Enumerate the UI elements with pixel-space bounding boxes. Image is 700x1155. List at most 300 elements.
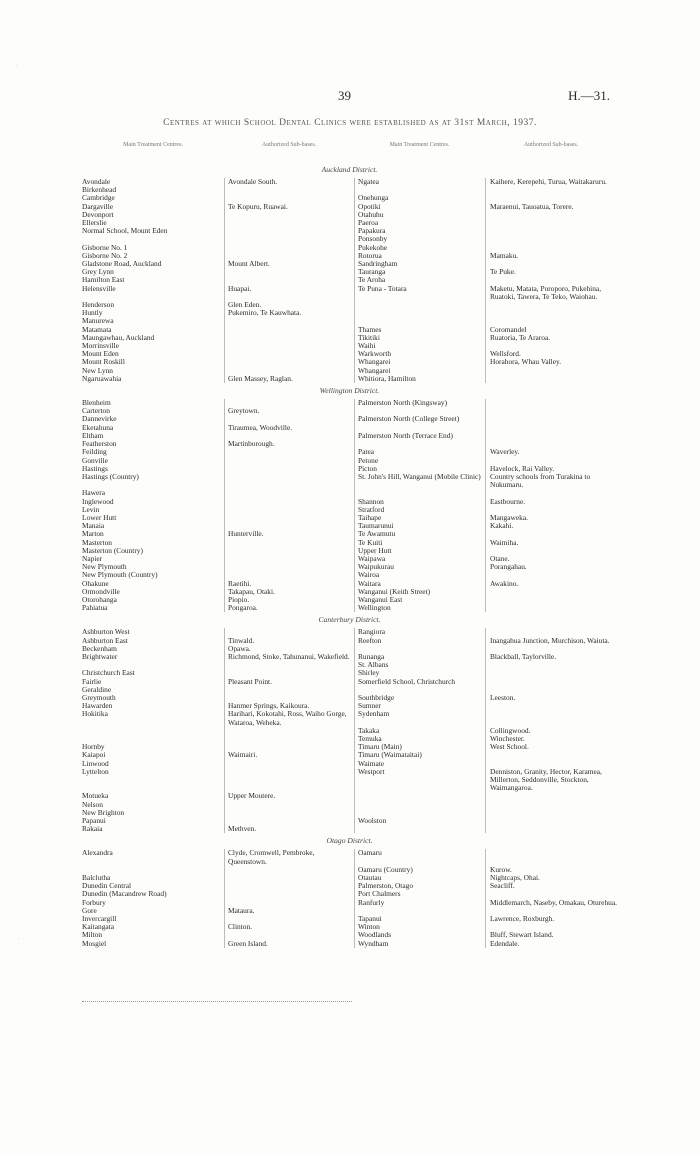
table-row	[82, 309, 617, 317]
sub-base-cell	[224, 555, 354, 563]
main-centre-cell: Ngaruawahia	[82, 374, 122, 383]
main-centre-cell	[354, 809, 485, 817]
main-centre-cell: Inglewood	[82, 497, 114, 506]
main-centre-cell: Wellington	[354, 604, 485, 612]
table-row	[82, 801, 617, 809]
table-row	[82, 555, 617, 563]
table-row	[82, 710, 617, 726]
sub-base-cell	[485, 530, 617, 538]
sub-base-cell	[485, 244, 617, 252]
main-centre-cell: Kaitangata	[82, 923, 115, 932]
sub-base-cell: Wellsford.	[485, 350, 617, 358]
main-centre-cell: Thames	[354, 326, 485, 334]
sub-base-cell: Tiraumea, Woodville.	[224, 424, 354, 432]
sub-base-cell	[485, 678, 617, 686]
main-centre-cell: Gore	[82, 906, 97, 915]
sub-base-cell: Country schools from Turakina to Nukumaru.	[485, 473, 617, 489]
main-centre-cell: Tikitiki	[354, 334, 485, 342]
main-centre-cell: St. Albans	[354, 661, 485, 669]
main-centre-cell: Sandringham	[354, 260, 485, 268]
main-centre-cell: Te Kuiti	[354, 539, 485, 547]
table-row	[82, 604, 617, 612]
sub-base-cell	[224, 768, 354, 793]
main-centre-cell	[354, 309, 485, 317]
main-centre-cell: Linwood	[82, 759, 109, 768]
sub-base-cell	[224, 694, 354, 702]
sub-base-cell	[485, 432, 617, 440]
sub-base-cell	[224, 809, 354, 817]
main-centre-cell: Gisborne No. 1	[82, 243, 128, 252]
sub-base-cell	[224, 415, 354, 423]
sub-base-cell	[224, 866, 354, 874]
main-centre-cell: Whitiora, Hamilton	[354, 375, 485, 383]
table-row	[82, 530, 617, 538]
table-row	[82, 792, 617, 800]
sub-base-cell	[224, 882, 354, 890]
main-centre-cell: Shannon	[354, 498, 485, 506]
sub-base-cell	[224, 326, 354, 334]
sub-base-cell	[224, 899, 354, 907]
main-centre-cell: Alexandra	[82, 849, 113, 858]
table-row	[82, 751, 617, 759]
table-row	[82, 399, 617, 407]
sub-base-cell	[485, 792, 617, 800]
main-centre-cell: Te Puna - Totara	[354, 285, 485, 301]
table-row	[82, 768, 617, 793]
table-row	[82, 874, 617, 882]
sub-base-cell	[224, 743, 354, 751]
main-centre-cell: Hokitika	[82, 710, 108, 719]
main-centre-cell: Blenheim	[82, 399, 111, 408]
table-row	[82, 498, 617, 506]
main-centre-cell: Fairlie	[82, 677, 102, 686]
sub-base-cell: Maketu, Matata, Poroporo, Pukehina, Ruatoki, Tawera, Te Teko, Waiohau.	[485, 285, 617, 301]
sub-base-cell	[224, 514, 354, 522]
table-row	[82, 825, 617, 833]
main-centre-cell	[354, 407, 485, 415]
sub-base-cell	[485, 407, 617, 415]
table-row	[82, 407, 617, 415]
clinic-table	[82, 162, 617, 948]
sub-base-cell	[485, 702, 617, 710]
sub-base-cell: Raetihi.	[224, 580, 354, 588]
main-centre-cell: Normal School, Mount Eden	[82, 227, 168, 236]
sub-base-cell	[485, 260, 617, 268]
sub-base-cell	[485, 825, 617, 833]
sub-base-cell	[224, 735, 354, 743]
sub-base-cell: Waverley.	[485, 448, 617, 456]
main-centre-cell: Devonport	[82, 210, 114, 219]
page-number: 39	[338, 88, 351, 103]
main-centre-cell: Grey Lynn	[82, 268, 114, 277]
main-centre-cell: Ngatea	[354, 178, 485, 186]
sub-base-cell: Pukemiro, Te Kauwhata.	[224, 309, 354, 317]
sub-base-cell: Leeston.	[485, 694, 617, 702]
sub-base-cell	[224, 334, 354, 342]
sub-base-cell: Waimairi.	[224, 751, 354, 759]
sub-base-cell: Huapai.	[224, 285, 354, 301]
main-centre-cell: Rangiora	[354, 628, 485, 636]
table-row	[82, 653, 617, 661]
main-centre-cell: Taihape	[354, 514, 485, 522]
end-rule	[82, 1001, 352, 1002]
margin-mark: .	[18, 935, 20, 941]
main-centre-cell: Masterton	[82, 538, 112, 547]
sub-base-cell: Hanmer Springs, Kaikoura.	[224, 702, 354, 710]
table-row	[82, 227, 617, 235]
page-reference: H.—31.	[568, 88, 610, 103]
table-row	[82, 727, 617, 735]
main-centre-cell: Winton	[354, 923, 485, 931]
main-centre-cell	[354, 686, 485, 694]
document-title: Centres at which School Dental Clinics were established as at 31st March, 1937.	[163, 118, 537, 128]
table-row	[82, 489, 617, 497]
table-row	[82, 669, 617, 677]
main-centre-cell: Woodlands	[354, 931, 485, 939]
main-centre-cell: Christchurch East	[82, 669, 135, 678]
main-centre-cell: Somerfield School, Christchurch	[354, 678, 485, 686]
main-centre-cell: Otautau	[354, 874, 485, 882]
table-row	[82, 317, 617, 325]
main-centre-cell	[354, 825, 485, 833]
sub-base-cell	[224, 727, 354, 735]
sub-base-cell	[485, 367, 617, 375]
main-centre-cell: Manurewa	[82, 317, 114, 326]
sub-base-cell	[485, 342, 617, 350]
sub-base-cell	[485, 375, 617, 383]
main-centre-cell: Picton	[354, 465, 485, 473]
sub-base-cell: Glen Eden.	[224, 301, 354, 309]
table-row	[82, 186, 617, 194]
sub-base-cell	[224, 874, 354, 882]
sub-base-cell	[224, 244, 354, 252]
sub-base-cell	[224, 235, 354, 243]
table-row	[82, 342, 617, 350]
sub-base-cell: Tinwald.	[224, 637, 354, 645]
sub-base-cell	[485, 686, 617, 694]
sub-base-cell	[485, 211, 617, 219]
main-centre-cell: Ashburton East	[82, 636, 128, 645]
main-centre-cell: Hamilton East	[82, 276, 125, 285]
main-centre-cell: Palmerston, Otago	[354, 882, 485, 890]
sub-base-cell	[485, 571, 617, 579]
table-row	[82, 735, 617, 743]
main-centre-cell: Motueka	[82, 792, 109, 801]
sub-base-cell: Richmond, Stoke, Tahunanui, Wakefield.	[224, 653, 354, 661]
main-centre-cell	[82, 235, 224, 243]
table-row	[82, 866, 617, 874]
main-centre-cell: Onehunga	[354, 194, 485, 202]
sub-base-cell: Waimiha.	[485, 539, 617, 547]
sub-base-cell	[485, 596, 617, 604]
sub-base-cell	[224, 669, 354, 677]
margin-mark: .	[16, 62, 18, 68]
main-centre-cell: Waitara	[354, 580, 485, 588]
table-row	[82, 571, 617, 579]
sub-base-cell	[224, 358, 354, 366]
main-centre-cell: Mount Eden	[82, 350, 119, 359]
table-row	[82, 686, 617, 694]
sub-base-cell: Eastbourne.	[485, 498, 617, 506]
table-row	[82, 465, 617, 473]
sub-base-cell	[224, 350, 354, 358]
main-centre-cell: Timaru (Waimataitai)	[354, 751, 485, 759]
sub-base-cell: Nightcaps, Ohai.	[485, 874, 617, 882]
table-row	[82, 506, 617, 514]
main-centre-cell: Palmerston North (Kingsway)	[354, 399, 485, 407]
column-header-main-2: Main Treatment Centres.	[389, 142, 450, 148]
table-row	[82, 596, 617, 604]
table-row	[82, 547, 617, 555]
section-heading: Auckland District.	[321, 165, 378, 174]
main-centre-cell: Cambridge	[82, 194, 115, 203]
sub-base-cell	[485, 849, 617, 865]
table-row	[82, 809, 617, 817]
sub-base-cell	[224, 448, 354, 456]
main-centre-cell: Westport	[354, 768, 485, 793]
main-centre-cell: Wanganui East	[354, 596, 485, 604]
main-centre-cell: Papakura	[354, 227, 485, 235]
main-centre-cell: Port Chalmers	[354, 890, 485, 898]
main-centre-cell	[354, 645, 485, 653]
table-row	[82, 415, 617, 423]
sub-base-cell: Maraenui, Tauoatua, Torere.	[485, 203, 617, 211]
main-centre-cell	[82, 866, 224, 874]
sub-base-cell	[224, 890, 354, 898]
table-row	[82, 678, 617, 686]
main-centre-cell: Gonville	[82, 456, 108, 465]
main-centre-cell: Tapanui	[354, 915, 485, 923]
main-centre-cell: Ashburton West	[82, 628, 130, 637]
table-row	[82, 276, 617, 284]
sub-base-cell: Methven.	[224, 825, 354, 833]
main-centre-cell: Hawarden	[82, 702, 113, 711]
main-centre-cell: Stratford	[354, 506, 485, 514]
sub-base-cell: Mangaweka.	[485, 514, 617, 522]
sub-base-cell	[485, 907, 617, 915]
sub-base-cell	[485, 276, 617, 284]
sub-base-cell: Mamaku.	[485, 252, 617, 260]
table-row	[82, 301, 617, 309]
sub-base-cell: Glen Massey, Raglan.	[224, 375, 354, 383]
sub-base-cell: Middlemarch, Naseby, Omakau, Oturehua.	[485, 899, 617, 907]
table-row	[82, 203, 617, 211]
sub-base-cell: Upper Moutere.	[224, 792, 354, 800]
main-centre-cell: Balclutha	[82, 874, 111, 883]
sub-base-cell	[224, 194, 354, 202]
sub-base-cell	[485, 661, 617, 669]
main-centre-cell	[354, 301, 485, 309]
table-row	[82, 334, 617, 342]
main-centre-cell: Waipawa	[354, 555, 485, 563]
main-centre-cell: Lyttelton	[82, 767, 109, 776]
table-row	[82, 694, 617, 702]
table-row	[82, 268, 617, 276]
sub-base-cell	[224, 801, 354, 809]
main-centre-cell: Birkenhead	[82, 186, 117, 195]
sub-base-cell: Havelock, Rai Valley.	[485, 465, 617, 473]
sub-base-cell: Takapau, Otaki.	[224, 588, 354, 596]
sub-base-cell	[224, 817, 354, 825]
main-centre-cell: Forbury	[82, 898, 106, 907]
sub-base-cell: Inangahua Junction, Murchison, Waiuta.	[485, 637, 617, 645]
sub-base-cell: Piopio.	[224, 596, 354, 604]
main-centre-cell: Featherston	[82, 440, 117, 449]
table-row	[82, 940, 617, 948]
sub-base-cell: Kakahi.	[485, 522, 617, 530]
main-centre-cell: Oamaru	[354, 849, 485, 865]
sub-base-cell	[485, 219, 617, 227]
main-centre-cell: Petone	[354, 457, 485, 465]
sub-base-cell	[485, 588, 617, 596]
table-row	[82, 252, 617, 260]
sub-base-cell	[485, 186, 617, 194]
main-centre-cell: Timaru (Main)	[354, 743, 485, 751]
main-centre-cell: Huntly	[82, 309, 103, 318]
sub-base-cell: Collingwood.	[485, 727, 617, 735]
main-centre-cell: Papanui	[82, 817, 106, 826]
table-row	[82, 588, 617, 596]
main-centre-cell: Warkworth	[354, 350, 485, 358]
main-centre-cell: Geraldine	[82, 685, 112, 694]
table-row	[82, 178, 617, 186]
table-row	[82, 260, 617, 268]
sub-base-cell	[485, 923, 617, 931]
main-centre-cell	[354, 186, 485, 194]
sub-base-cell	[224, 563, 354, 571]
table-row	[82, 760, 617, 768]
sub-base-cell	[224, 473, 354, 489]
table-row	[82, 915, 617, 923]
main-centre-cell: Invercargill	[82, 915, 117, 924]
sub-base-cell	[224, 760, 354, 768]
sub-base-cell	[224, 252, 354, 260]
sub-base-cell: Kurow.	[485, 866, 617, 874]
sub-base-cell	[485, 604, 617, 612]
main-centre-cell: New Lynn	[82, 366, 113, 375]
main-centre-cell: Waihi	[354, 342, 485, 350]
sub-base-cell	[485, 645, 617, 653]
table-row	[82, 931, 617, 939]
main-centre-cell: Ellerslie	[82, 219, 107, 228]
main-centre-cell: Ohakune	[82, 579, 109, 588]
table-row	[82, 211, 617, 219]
sub-base-cell	[485, 440, 617, 448]
sub-base-cell	[224, 276, 354, 284]
sub-base-cell: Blackball, Taylorville.	[485, 653, 617, 661]
sub-base-cell: Pleasant Point.	[224, 678, 354, 686]
table-row	[82, 907, 617, 915]
sub-base-cell	[224, 571, 354, 579]
main-centre-cell: Southbridge	[354, 694, 485, 702]
main-centre-cell: St. John's Hill, Wanganui (Mobile Clinic)	[354, 473, 485, 489]
sub-base-cell	[485, 399, 617, 407]
main-centre-cell: Avondale	[82, 178, 111, 186]
main-centre-cell: Dannevirke	[82, 415, 117, 424]
sub-base-cell: Harihari, Kokotahi, Ross, Waiho Gorge, Wataroa, Weheka.	[224, 710, 354, 726]
sub-base-cell	[224, 227, 354, 235]
sub-base-cell: Winchester.	[485, 735, 617, 743]
sub-base-cell: West School.	[485, 743, 617, 751]
main-centre-cell: Feilding	[82, 448, 107, 457]
main-centre-cell	[82, 661, 224, 669]
sub-base-cell	[485, 801, 617, 809]
main-centre-cell: Waipukurau	[354, 563, 485, 571]
main-centre-cell: Hastings	[82, 464, 108, 473]
sub-base-cell	[224, 268, 354, 276]
sub-base-cell	[485, 194, 617, 202]
table-row	[82, 375, 617, 383]
sub-base-cell	[485, 489, 617, 497]
sub-base-cell	[485, 751, 617, 759]
main-centre-cell: Sydenham	[354, 710, 485, 726]
main-centre-cell	[354, 907, 485, 915]
main-centre-cell: Greymouth	[82, 693, 116, 702]
sub-base-cell	[224, 219, 354, 227]
sub-base-cell	[224, 522, 354, 530]
main-centre-cell: Dunedin Central	[82, 882, 132, 891]
sub-base-cell	[485, 760, 617, 768]
sub-base-cell	[485, 457, 617, 465]
sub-base-cell: Opawa.	[224, 645, 354, 653]
main-centre-cell: Takaka	[354, 727, 485, 735]
table-row	[82, 563, 617, 571]
main-centre-cell: New Plymouth	[82, 563, 127, 572]
sub-base-cell	[485, 547, 617, 555]
main-centre-cell: Pukekohe	[354, 244, 485, 252]
main-centre-cell: Kaiapoi	[82, 751, 106, 760]
table-row	[82, 244, 617, 252]
main-centre-cell: Oamaru (Country)	[354, 866, 485, 874]
main-centre-cell	[354, 317, 485, 325]
column-header-sub-2: Authorized Sub-bases.	[523, 142, 579, 148]
sub-base-cell	[224, 317, 354, 325]
main-centre-cell: Rotorua	[354, 252, 485, 260]
sub-base-cell	[485, 710, 617, 726]
table-row	[82, 285, 617, 301]
sub-base-cell: Kaihere, Kerepehi, Turua, Waitakaruru.	[485, 178, 617, 186]
table-row	[82, 702, 617, 710]
sub-base-cell	[485, 235, 617, 243]
sub-base-cell	[224, 211, 354, 219]
table-row	[82, 194, 617, 202]
main-centre-cell: Brightwater	[82, 652, 118, 661]
table-row	[82, 473, 617, 489]
table-row	[82, 849, 617, 865]
sub-base-cell: Horahora, Whau Valley.	[485, 358, 617, 366]
main-centre-cell: Dunedin (Macandrew Road)	[82, 890, 167, 899]
table-row	[82, 219, 617, 227]
main-centre-cell: Hastings (Country)	[82, 472, 139, 481]
table-row	[82, 645, 617, 653]
sub-base-cell: Clyde, Cromwell, Pembroke, Queenstown.	[224, 849, 354, 865]
main-centre-cell: Manaia	[82, 522, 105, 531]
sub-base-cell	[485, 415, 617, 423]
main-centre-cell: Sumner	[354, 702, 485, 710]
sub-base-cell	[224, 399, 354, 407]
sub-base-cell: Hunterville.	[224, 530, 354, 538]
main-centre-cell: Milton	[82, 931, 103, 940]
main-centre-cell: Paeroa	[354, 219, 485, 227]
main-centre-cell: Pahiatua	[82, 604, 108, 613]
sub-base-cell	[485, 817, 617, 825]
main-centre-cell: Otahuhu	[354, 211, 485, 219]
main-centre-cell: Ranfurly	[354, 899, 485, 907]
table-row	[82, 432, 617, 440]
main-centre-cell	[82, 727, 224, 735]
main-centre-cell: Ponsonby	[354, 235, 485, 243]
table-row	[82, 457, 617, 465]
